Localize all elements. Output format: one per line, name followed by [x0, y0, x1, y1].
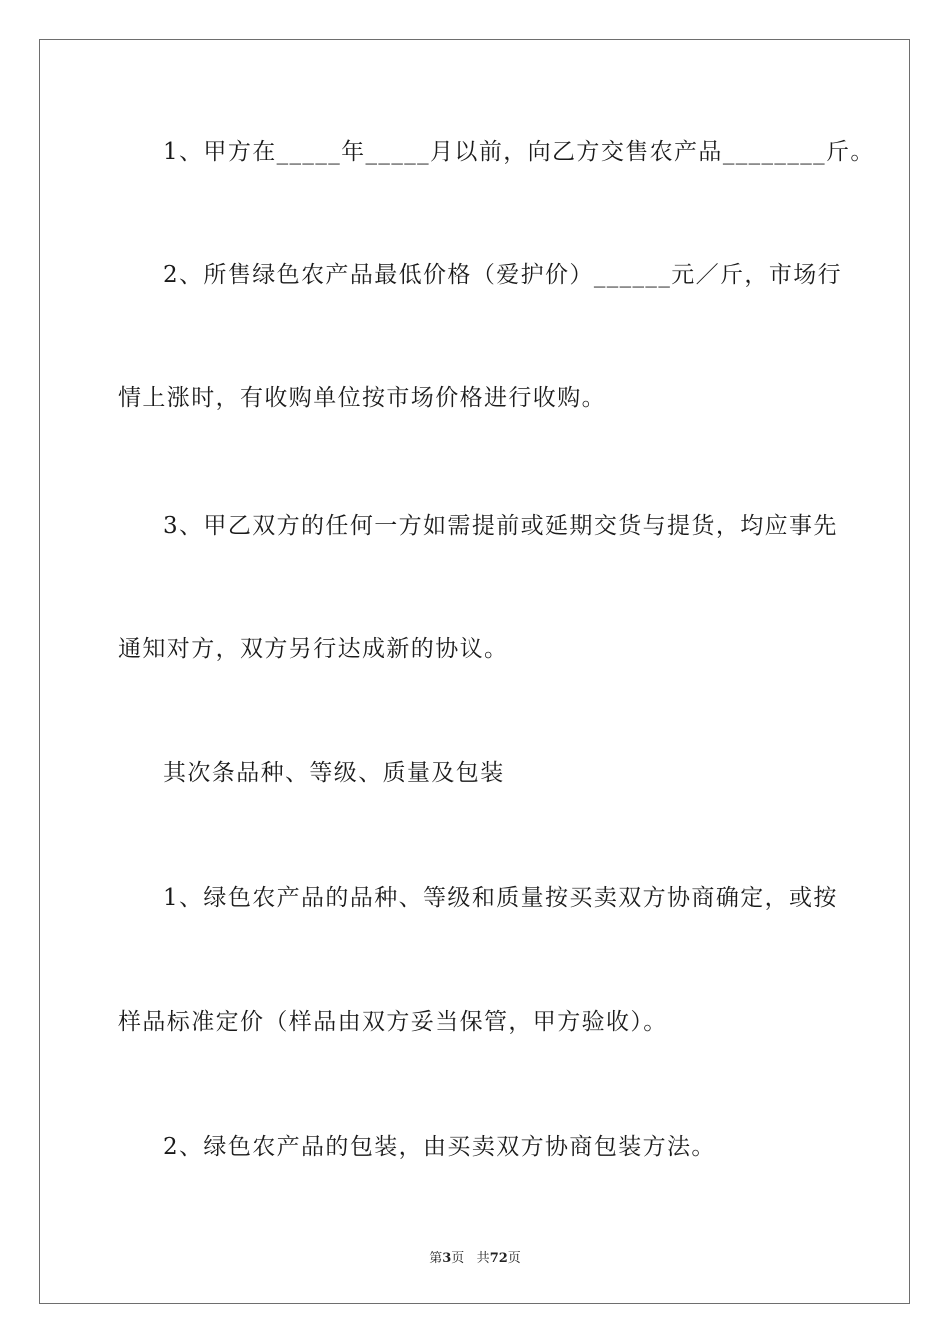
clause-3-schedule-continued: 通知对方，双方另行达成新的协议。 — [118, 636, 509, 662]
clause-1-delivery: 1、甲方在_____年_____月以前，向乙方交售农产品________斤。 — [163, 139, 875, 165]
clause-2-price-continued: 情上涨时，有收购单位按市场价格进行收购。 — [118, 385, 606, 411]
footer-total-pages: 72 — [489, 1251, 508, 1266]
page-frame — [39, 39, 910, 1304]
page-footer — [0, 1247, 950, 1266]
clause-3-schedule: 3、甲乙双方的任何一方如需提前或延期交货与提货，均应事先 — [163, 513, 838, 539]
footer-page-number: 3 — [442, 1251, 452, 1266]
section-heading-variety-quality: 其次条品种、等级、质量及包装 — [163, 760, 505, 786]
clause-1-quality-continued: 样品标准定价（样品由双方妥当保管，甲方验收）。 — [118, 1009, 668, 1035]
footer-page-prefix: 第 — [429, 1251, 443, 1266]
clause-2-price: 2、所售绿色农产品最低价格（爱护价）______元／斤，市场行 — [163, 262, 843, 288]
clause-1-quality: 1、绿色农产品的品种、等级和质量按买卖双方协商确定，或按 — [163, 885, 838, 911]
clause-2-packaging: 2、绿色农产品的包装，由买卖双方协商包装方法。 — [163, 1134, 716, 1160]
footer-page-suffix: 页 — [451, 1251, 465, 1266]
footer-total-suffix: 页 — [507, 1251, 521, 1266]
footer-total-prefix: 共 — [476, 1251, 490, 1266]
